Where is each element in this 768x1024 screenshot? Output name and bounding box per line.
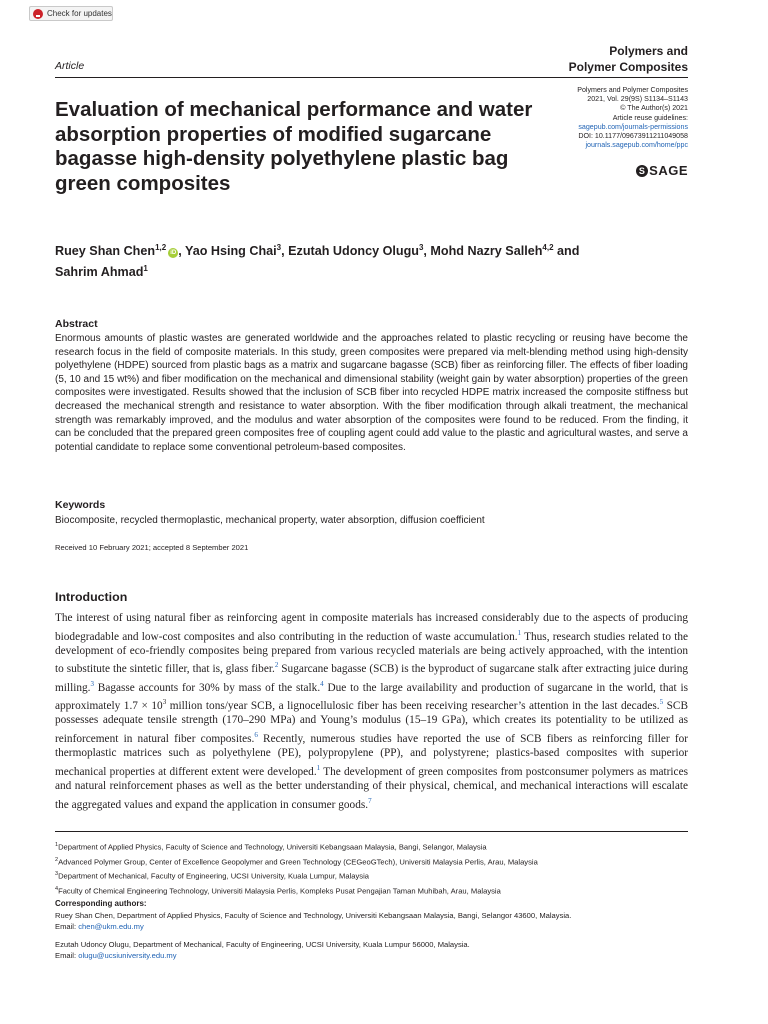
- affiliation-number: 4: [55, 886, 59, 893]
- crossmark-icon: [33, 9, 43, 19]
- affiliation-text: Advanced Polymer Group, Center of Excellence Geopolymer and Green Technology (CEGeoGTech), Universiti Malaysia Perlis, Arau, Malaysia: [58, 857, 538, 867]
- corresponding-entry: [55, 939, 695, 962]
- author-name: Ruey Shan Chen: [55, 244, 156, 259]
- author-name: Sahrim Ahmad: [55, 265, 144, 280]
- introduction-text: [55, 611, 688, 812]
- intro-text-segment: Thus, research studies related to the development of eco-friendly composites being prepared from various recycled materials are being actively approached, with the intention to substitute the sintetic filler, that is, glass fiber.: [55, 630, 688, 676]
- citation-link[interactable]: 1: [517, 628, 522, 637]
- check-for-updates-button[interactable]: [29, 6, 113, 21]
- journal-name: [569, 43, 688, 75]
- meta-journal: Polymers and Polymer Composites: [577, 86, 688, 94]
- corresponding-address: Ruey Shan Chen, Department of Applied Physics, Faculty of Science and Technology, Universiti Kebangsaan Malaysia, Bangi, Selangor 43600, Malaysia.: [55, 911, 572, 920]
- intro-text-segment: The interest of using natural fiber as reinforcing agent in composite materials has increased considerably due to the aspects of producing biodegradable and low-cost composites and also contributing in the reduction of waste accumulation.: [55, 612, 688, 643]
- intro-text-segment: Bagasse accounts for 30% by mass of the stalk.: [93, 681, 321, 694]
- author-affil-marker: 4,2: [542, 243, 554, 252]
- author-affil-marker: 1,2: [155, 243, 167, 252]
- corresponding-email-line: [55, 950, 695, 961]
- orcid-icon[interactable]: iD: [170, 250, 177, 257]
- journal-home-link[interactable]: journals.sagepub.com/home/ppc: [585, 141, 688, 150]
- affiliation-text: Department of Mechanical, Faculty of Engineering, UCSI University, Kuala Lumpur, Malaysia: [58, 872, 369, 881]
- check-for-updates-label: Check for updates: [47, 9, 112, 18]
- meta-copyright: © The Author(s) 2021: [620, 104, 688, 113]
- introduction-heading: Introduction: [55, 590, 128, 604]
- header-rule: [55, 77, 688, 78]
- citation-link[interactable]: 6: [254, 730, 258, 739]
- article-type: Article: [55, 60, 85, 72]
- citation-link[interactable]: 4: [320, 679, 324, 688]
- corresponding-entry: [55, 910, 695, 933]
- affiliation-item: [55, 868, 695, 883]
- journal-name-line2: Polymer Composites: [568, 60, 688, 74]
- author-name: Ezutah Udoncy Olugu: [288, 244, 419, 259]
- affiliation-item: [55, 883, 695, 898]
- publisher-name: SAGE: [649, 163, 688, 178]
- sage-logo: [636, 163, 688, 178]
- journal-name-line1: Polymers and: [609, 44, 688, 58]
- exponent: 3: [162, 698, 167, 707]
- affiliation-number: 1: [55, 842, 59, 848]
- corresponding-address: Ezutah Udoncy Olugu, Department of Mechanical, Faculty of Engineering, UCSI University, Kuala Lumpur 56000, Malaysia.: [55, 939, 470, 949]
- intro-text-segment: Sugarcane bagasse (SCB) is the byproduct of sugarcane stalk after extracting juice during milling.: [55, 663, 688, 694]
- intro-text-segment: Due to the large availability and production of sugarcane in the world, that is approximately 1.7 × 10: [55, 681, 688, 712]
- permissions-link[interactable]: sagepub.com/journals-permissions: [578, 122, 688, 131]
- affiliation-item: [55, 854, 695, 869]
- meta-reuse-label: Article reuse guidelines:: [612, 113, 688, 122]
- citation-link[interactable]: 1: [316, 763, 321, 772]
- intro-text-segment: Recently, numerous studies have reported the use of SCB fibers as reinforcing filler for thermoplastic matrices such as polyethylene (PE), polypropylene (PP), and polystyrene; plastics-based composites with superior mechanical properties at different extent were developed.: [55, 732, 689, 778]
- keywords-heading: Keywords: [55, 499, 106, 511]
- intro-text-segment: SCB possesses adequate tensile strength (170–290 MPa) and Young’s modulus (15–19 GPa), which creates its potentiality to be utilized as reinforcement in natural fiber composites.: [55, 699, 688, 745]
- citation-link[interactable]: 3: [90, 679, 94, 688]
- footnote-rule: [55, 831, 688, 832]
- intro-text-segment: The development of green composites from postconsumer polymers as matrices and natural reinforcement phases as well as the better understanding of their physical, chemical, and mechanical interactions will escalate the aggregated values and expand the application in consumer goods.: [55, 765, 688, 811]
- sage-logo-icon: S: [636, 165, 648, 177]
- email-link[interactable]: chen@ukm.edu.my: [78, 922, 144, 932]
- affiliation-text: Department of Applied Physics, Faculty of Science and Technology, Universiti Kebangsaan Malaysia, Bangi, Selangor, Malaysia: [58, 842, 487, 852]
- author-affil-marker: 3: [418, 243, 424, 252]
- affiliation-text: Faculty of Chemical Engineering Technology, Universiti Malaysia Perlis, Kompleks Pusat Pengajian Taman Muhibah, Arau, Malaysia: [58, 886, 501, 896]
- email-label: Email:: [55, 922, 79, 932]
- corresponding-email-line: [55, 921, 695, 932]
- author-name: Mohd Nazry Salleh: [430, 244, 543, 259]
- affiliation-number: 2: [55, 856, 59, 863]
- author-affil-marker: 3: [276, 243, 282, 252]
- meta-doi[interactable]: DOI: 10.1177/09673911211049058: [578, 132, 688, 141]
- abstract-text: Enormous amounts of plastic wastes are generated worldwide and the approaches related to plastic recycling or reusing have become the research focus in the field of composite materials. In this study, green composites were prepared via melt-blending method using high-density polyethylene (HDPE) sourced from plastic bags as a matrix and sugarcane bagasse (SCB) fiber as reinforcing filler. The effects of fiber loading (5, 10 and 15 wt%) and fiber modification on the mechanical and dimensional stability (weight gain by water absorption) properties of the green composites were investigated. Results showed that the inclusion of SCB fiber into recycled HDPE matrix increased the composite stiffness but decreased the mechanical strength and resistance to water absorption. With the fiber modification through alkali treatment, the mechanical strength was remarkably improved, and the modulus and water absorption of the composites were found to be reduced. From the finding, it can be concluded that the prepared green composites free of coupling agent could add value to the plastic and agricultural wastes, and serve a potential candidate to replace some conventional petroleum-based composites.: [55, 333, 688, 453]
- corresponding-authors: [55, 910, 695, 962]
- author-affil-marker: 1: [143, 264, 148, 274]
- affiliation-item: [55, 839, 695, 854]
- citation-link[interactable]: 5: [659, 698, 664, 707]
- affiliations: [55, 839, 695, 898]
- intro-text-segment: million tons/year SCB, a lignocellulosic fiber has been receiving researcher’s attention in the last decades.: [166, 699, 660, 712]
- paper-title: Evaluation of mechanical performance and water absorption properties of modified sugarcane bagasse high-density polyethylene plastic bag green composites: [55, 98, 533, 195]
- abstract-heading: Abstract: [55, 318, 98, 330]
- citation-link[interactable]: 7: [368, 796, 372, 805]
- email-link[interactable]: olugu@ucsiuniversity.edu.my: [78, 951, 177, 961]
- affiliation-number: 3: [55, 871, 59, 878]
- author-name: Yao Hsing Chai: [184, 244, 277, 259]
- keywords-text: Biocomposite, recycled thermoplastic, mechanical property, water absorption, diffusion coefficient: [55, 515, 485, 526]
- corresponding-heading: Corresponding authors:: [55, 899, 147, 908]
- email-label: Email:: [55, 951, 79, 961]
- received-dates: Received 10 February 2021; accepted 8 September 2021: [55, 543, 249, 552]
- citation-link[interactable]: 2: [274, 661, 279, 670]
- author-list: Ruey Shan Chen$^{1,2}$iD , Yao Hsing Chai$^3$, Ezutah Udoncy Olugu$^3$, Mohd Nazry Salleh$^{4,2}$ and Sahrim Ahmad$^1$: [55, 243, 580, 280]
- meta-volume: 2021, Vol. 29(9S) S1134–S1143: [587, 95, 688, 104]
